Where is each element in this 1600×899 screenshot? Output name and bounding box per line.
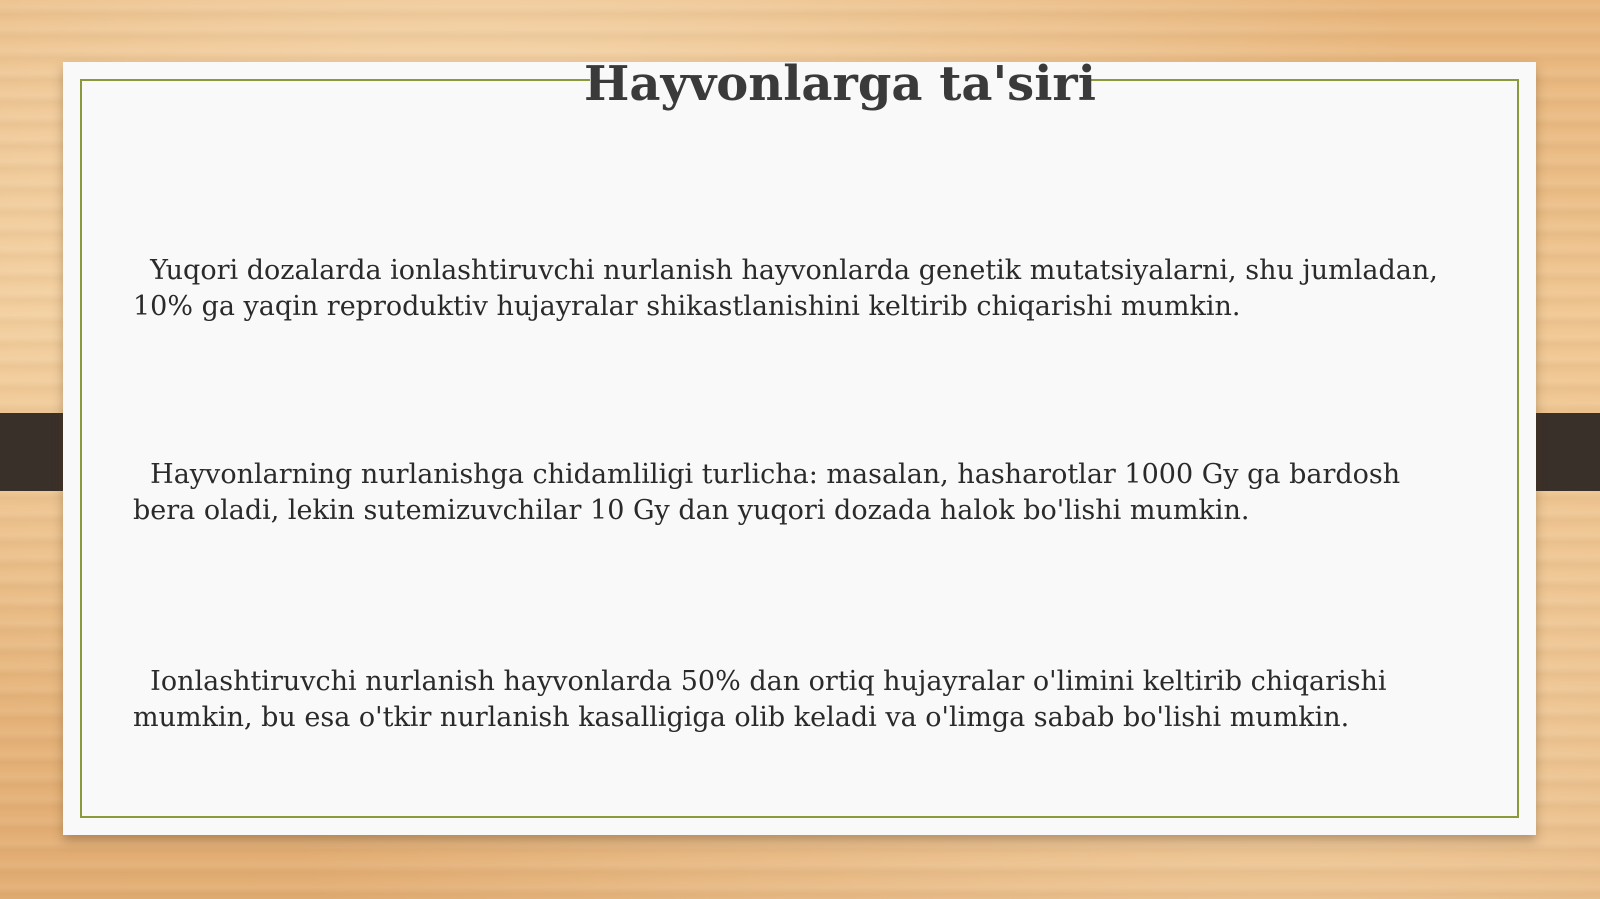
slide-title: Hayvonlarga ta'siri <box>584 56 1096 112</box>
paragraph-radiation-resistance: Hayvonlarning nurlanishga chidamliligi turlicha: masalan, hasharotlar 1000 Gy ga bardosh bera oladi, lekin sutemizuvchilar 10 Gy dan yuqori dozada halok bo'lishi mumkin. <box>133 459 1401 526</box>
paragraph-cell-death: Ionlashtiruvchi nurlanish hayvonlarda 50% dan ortiq hujayralar o'limini keltirib chiqarishi mumkin, bu esa o'tkir nurlanish kasalligiga olib keladi va o'limga sabab bo'lishi mumkin. <box>133 666 1387 733</box>
paragraph-genetic-mutations: Yuqori dozalarda ionlashtiruvchi nurlanish hayvonlarda genetik mutatsiyalarni, shu jumladan, 10% ga yaqin reproduktiv hujayralar shikastlanishini keltirib chiqarishi mumkin. <box>133 255 1438 322</box>
